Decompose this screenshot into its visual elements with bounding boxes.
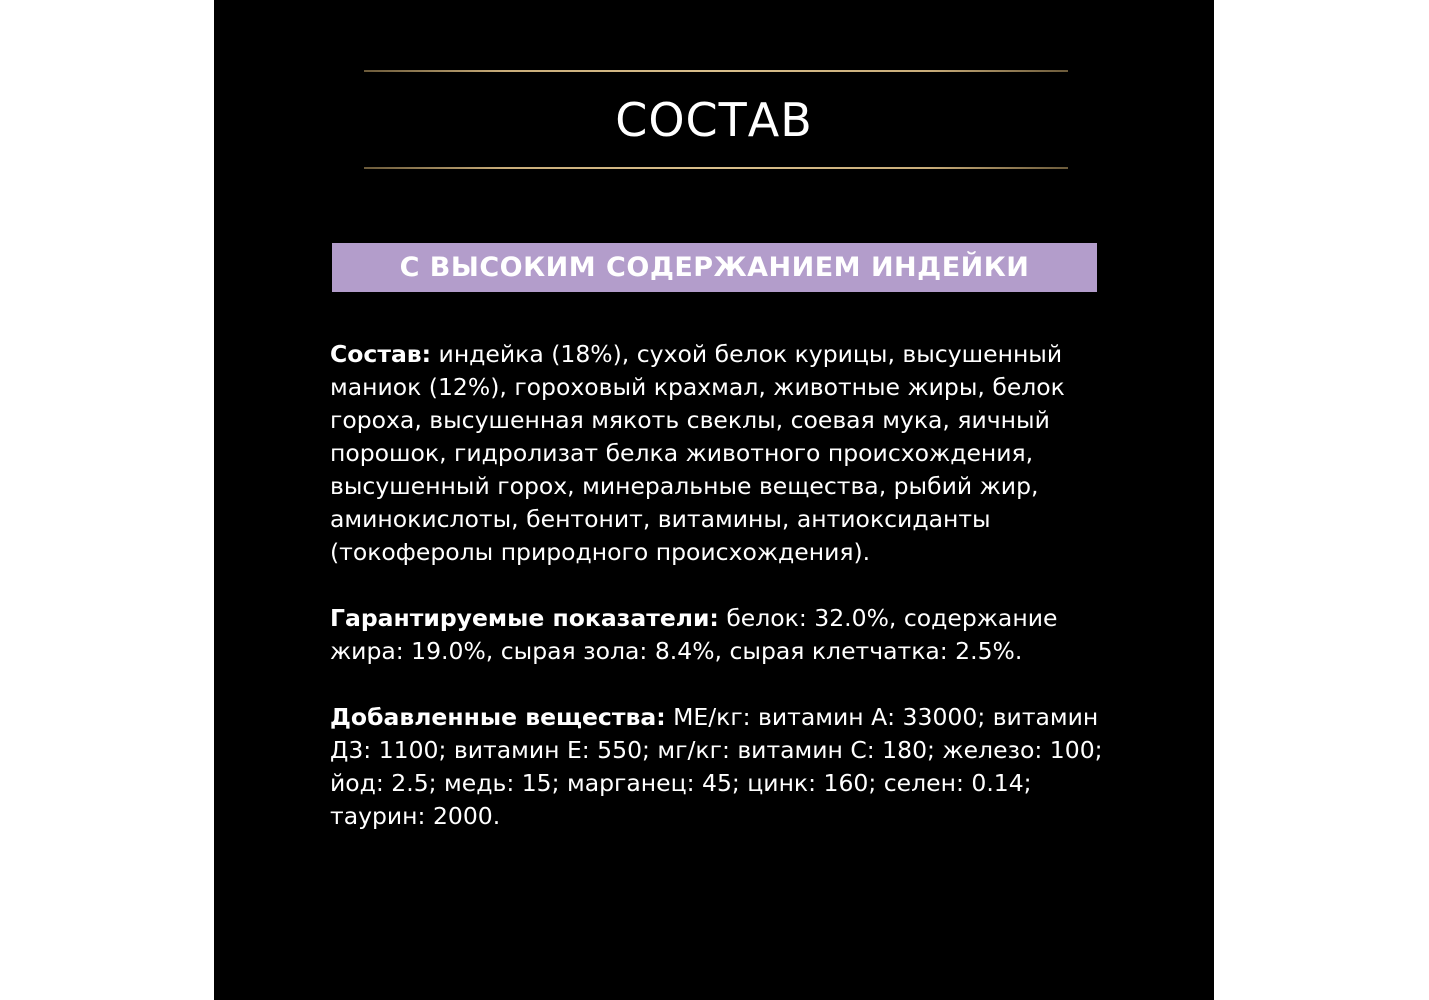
composition-value: индейка (18%), сухой белок курицы, высушенный маниок (12%), гороховый крахмал, животные жиры, белок гороха, высушенная мякоть свеклы, соевая мука, яичный порошок, гидролизат белка животного происхождения, высушенный горох, минеральные вещества, рыбий жир, аминокислоты, бентонит, витамины, антиоксиданты (токоферолы природного происхождения).: [330, 340, 1065, 566]
additives-value: МЕ/кг: витамин А: 33000; витамин Д3: 1100; витамин Е: 550; мг/кг: витамин С: 180; железо: 100; йод: 2.5; медь: 15; марганец: 45; цинк: 160; селен: 0.14; таурин: 2000.: [330, 703, 1103, 830]
composition-label: Состав:: [330, 340, 432, 368]
guaranteed-paragraph: [330, 602, 1120, 668]
guaranteed-value: белок: 32.0%, содержание жира: 19.0%, сырая зола: 8.4%, сырая клетчатка: 2.5%.: [330, 604, 1058, 665]
highlight-banner: С ВЫСОКИМ СОДЕРЖАНИЕМ ИНДЕЙКИ: [332, 243, 1097, 292]
additives-paragraph: [330, 701, 1120, 833]
composition-panel: [214, 0, 1214, 1000]
composition-text: [330, 338, 1120, 866]
page-title: СОСТАВ: [615, 93, 813, 147]
guaranteed-label: Гарантируемые показатели:: [330, 604, 719, 632]
bottom-gold-divider: [364, 167, 1068, 169]
composition-paragraph: [330, 338, 1120, 569]
additives-label: Добавленные вещества:: [330, 703, 666, 731]
top-gold-divider: [364, 70, 1068, 72]
